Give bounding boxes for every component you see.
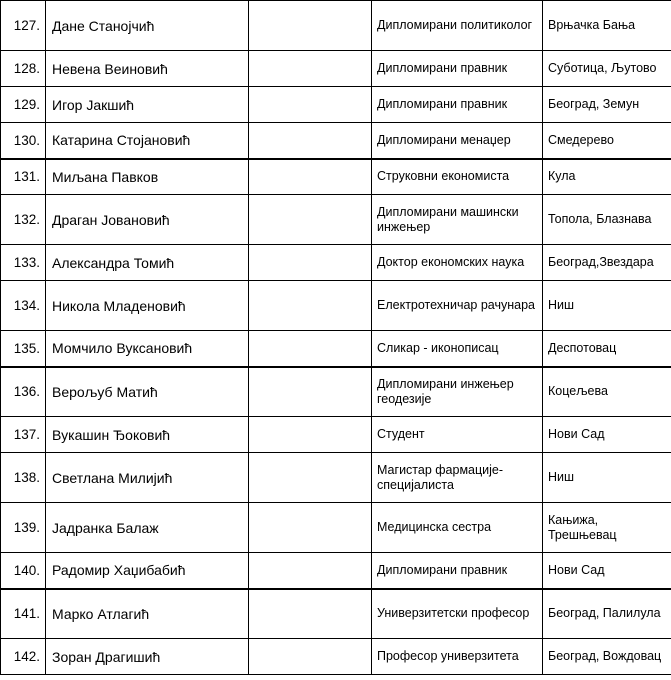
candidate-name: Игор Јакшић xyxy=(46,87,249,123)
candidate-place: Врњачка Бања xyxy=(543,1,671,51)
candidate-name: Катарина Стојановић xyxy=(46,123,249,159)
candidate-occupation: Медицинска сестра xyxy=(372,503,543,553)
empty-cell xyxy=(249,639,372,675)
candidate-place: Топола, Блазнава xyxy=(543,195,671,245)
candidate-occupation: Професор универзитета xyxy=(372,639,543,675)
empty-cell xyxy=(249,553,372,589)
candidate-place: Кула xyxy=(543,159,671,195)
row-number: 131. xyxy=(1,159,46,195)
empty-cell xyxy=(249,417,372,453)
table-row xyxy=(1,453,671,503)
empty-cell xyxy=(249,503,372,553)
candidate-place: Нови Сад xyxy=(543,417,671,453)
row-number: 136. xyxy=(1,367,46,417)
table-row xyxy=(1,159,671,195)
row-number: 141. xyxy=(1,589,46,639)
table-row xyxy=(1,195,671,245)
candidate-name: Невена Веиновић xyxy=(46,51,249,87)
candidate-place: Смедерево xyxy=(543,123,671,159)
candidate-name: Никола Младеновић xyxy=(46,281,249,331)
table-row xyxy=(1,331,671,367)
candidate-occupation: Дипломирани политиколог xyxy=(372,1,543,51)
table-row xyxy=(1,367,671,417)
candidate-occupation: Магистар фармације-специјалиста xyxy=(372,453,543,503)
candidate-occupation: Дипломирани правник xyxy=(372,87,543,123)
candidate-place: Ниш xyxy=(543,453,671,503)
row-number: 137. xyxy=(1,417,46,453)
candidate-place: Нови Сад xyxy=(543,553,671,589)
candidate-place: Коцељева xyxy=(543,367,671,417)
candidate-occupation: Електротехничар рачунара xyxy=(372,281,543,331)
candidate-occupation: Дипломирани правник xyxy=(372,51,543,87)
table-row xyxy=(1,639,671,675)
row-number: 139. xyxy=(1,503,46,553)
row-number: 133. xyxy=(1,245,46,281)
candidate-name: Верољуб Матић xyxy=(46,367,249,417)
candidate-place: Деспотовац xyxy=(543,331,671,367)
empty-cell xyxy=(249,281,372,331)
table-row xyxy=(1,1,671,51)
candidate-place: Београд, Вождовац xyxy=(543,639,671,675)
empty-cell xyxy=(249,589,372,639)
candidate-name: Миљана Павков xyxy=(46,159,249,195)
candidate-occupation: Студент xyxy=(372,417,543,453)
candidate-table-body xyxy=(1,1,671,675)
candidate-place: Београд,Звездара xyxy=(543,245,671,281)
candidate-name: Вукашин Ђоковић xyxy=(46,417,249,453)
table-row xyxy=(1,503,671,553)
candidate-occupation: Дипломирани инжењер геодезије xyxy=(372,367,543,417)
candidate-occupation: Универзитетски професор xyxy=(372,589,543,639)
candidate-name: Марко Атлагић xyxy=(46,589,249,639)
empty-cell xyxy=(249,453,372,503)
candidate-name: Александра Томић xyxy=(46,245,249,281)
table-row xyxy=(1,123,671,159)
candidate-place: Суботица, Љутово xyxy=(543,51,671,87)
empty-cell xyxy=(249,331,372,367)
empty-cell xyxy=(249,51,372,87)
row-number: 142. xyxy=(1,639,46,675)
candidate-place: Београд, Земун xyxy=(543,87,671,123)
candidate-occupation: Дипломирани машински инжењер xyxy=(372,195,543,245)
table-row xyxy=(1,589,671,639)
empty-cell xyxy=(249,1,372,51)
candidate-name: Светлана Милијић xyxy=(46,453,249,503)
candidate-occupation: Дипломирани менаџер xyxy=(372,123,543,159)
row-number: 138. xyxy=(1,453,46,503)
candidate-occupation: Сликар - иконописац xyxy=(372,331,543,367)
row-number: 134. xyxy=(1,281,46,331)
row-number: 128. xyxy=(1,51,46,87)
row-number: 132. xyxy=(1,195,46,245)
candidate-occupation: Струковни економиста xyxy=(372,159,543,195)
table-row xyxy=(1,417,671,453)
empty-cell xyxy=(249,123,372,159)
empty-cell xyxy=(249,159,372,195)
row-number: 135. xyxy=(1,331,46,367)
candidate-name: Јадранка Балаж xyxy=(46,503,249,553)
row-number: 140. xyxy=(1,553,46,589)
table-row xyxy=(1,245,671,281)
candidate-occupation: Доктор економских наука xyxy=(372,245,543,281)
candidate-place: Београд, Палилула xyxy=(543,589,671,639)
empty-cell xyxy=(249,367,372,417)
candidate-name: Радомир Хаџибабић xyxy=(46,553,249,589)
row-number: 130. xyxy=(1,123,46,159)
empty-cell xyxy=(249,87,372,123)
empty-cell xyxy=(249,245,372,281)
candidate-name: Зоран Драгишић xyxy=(46,639,249,675)
candidate-name: Дане Станојчић xyxy=(46,1,249,51)
candidate-name: Момчило Вуксановић xyxy=(46,331,249,367)
candidate-place: Ниш xyxy=(543,281,671,331)
empty-cell xyxy=(249,195,372,245)
table-row xyxy=(1,87,671,123)
candidate-name: Драган Јовановић xyxy=(46,195,249,245)
table-row xyxy=(1,281,671,331)
row-number: 127. xyxy=(1,1,46,51)
row-number: 129. xyxy=(1,87,46,123)
table-row xyxy=(1,51,671,87)
candidate-place: Кањижа, Трешњевац xyxy=(543,503,671,553)
table-row xyxy=(1,553,671,589)
candidate-occupation: Дипломирани правник xyxy=(372,553,543,589)
